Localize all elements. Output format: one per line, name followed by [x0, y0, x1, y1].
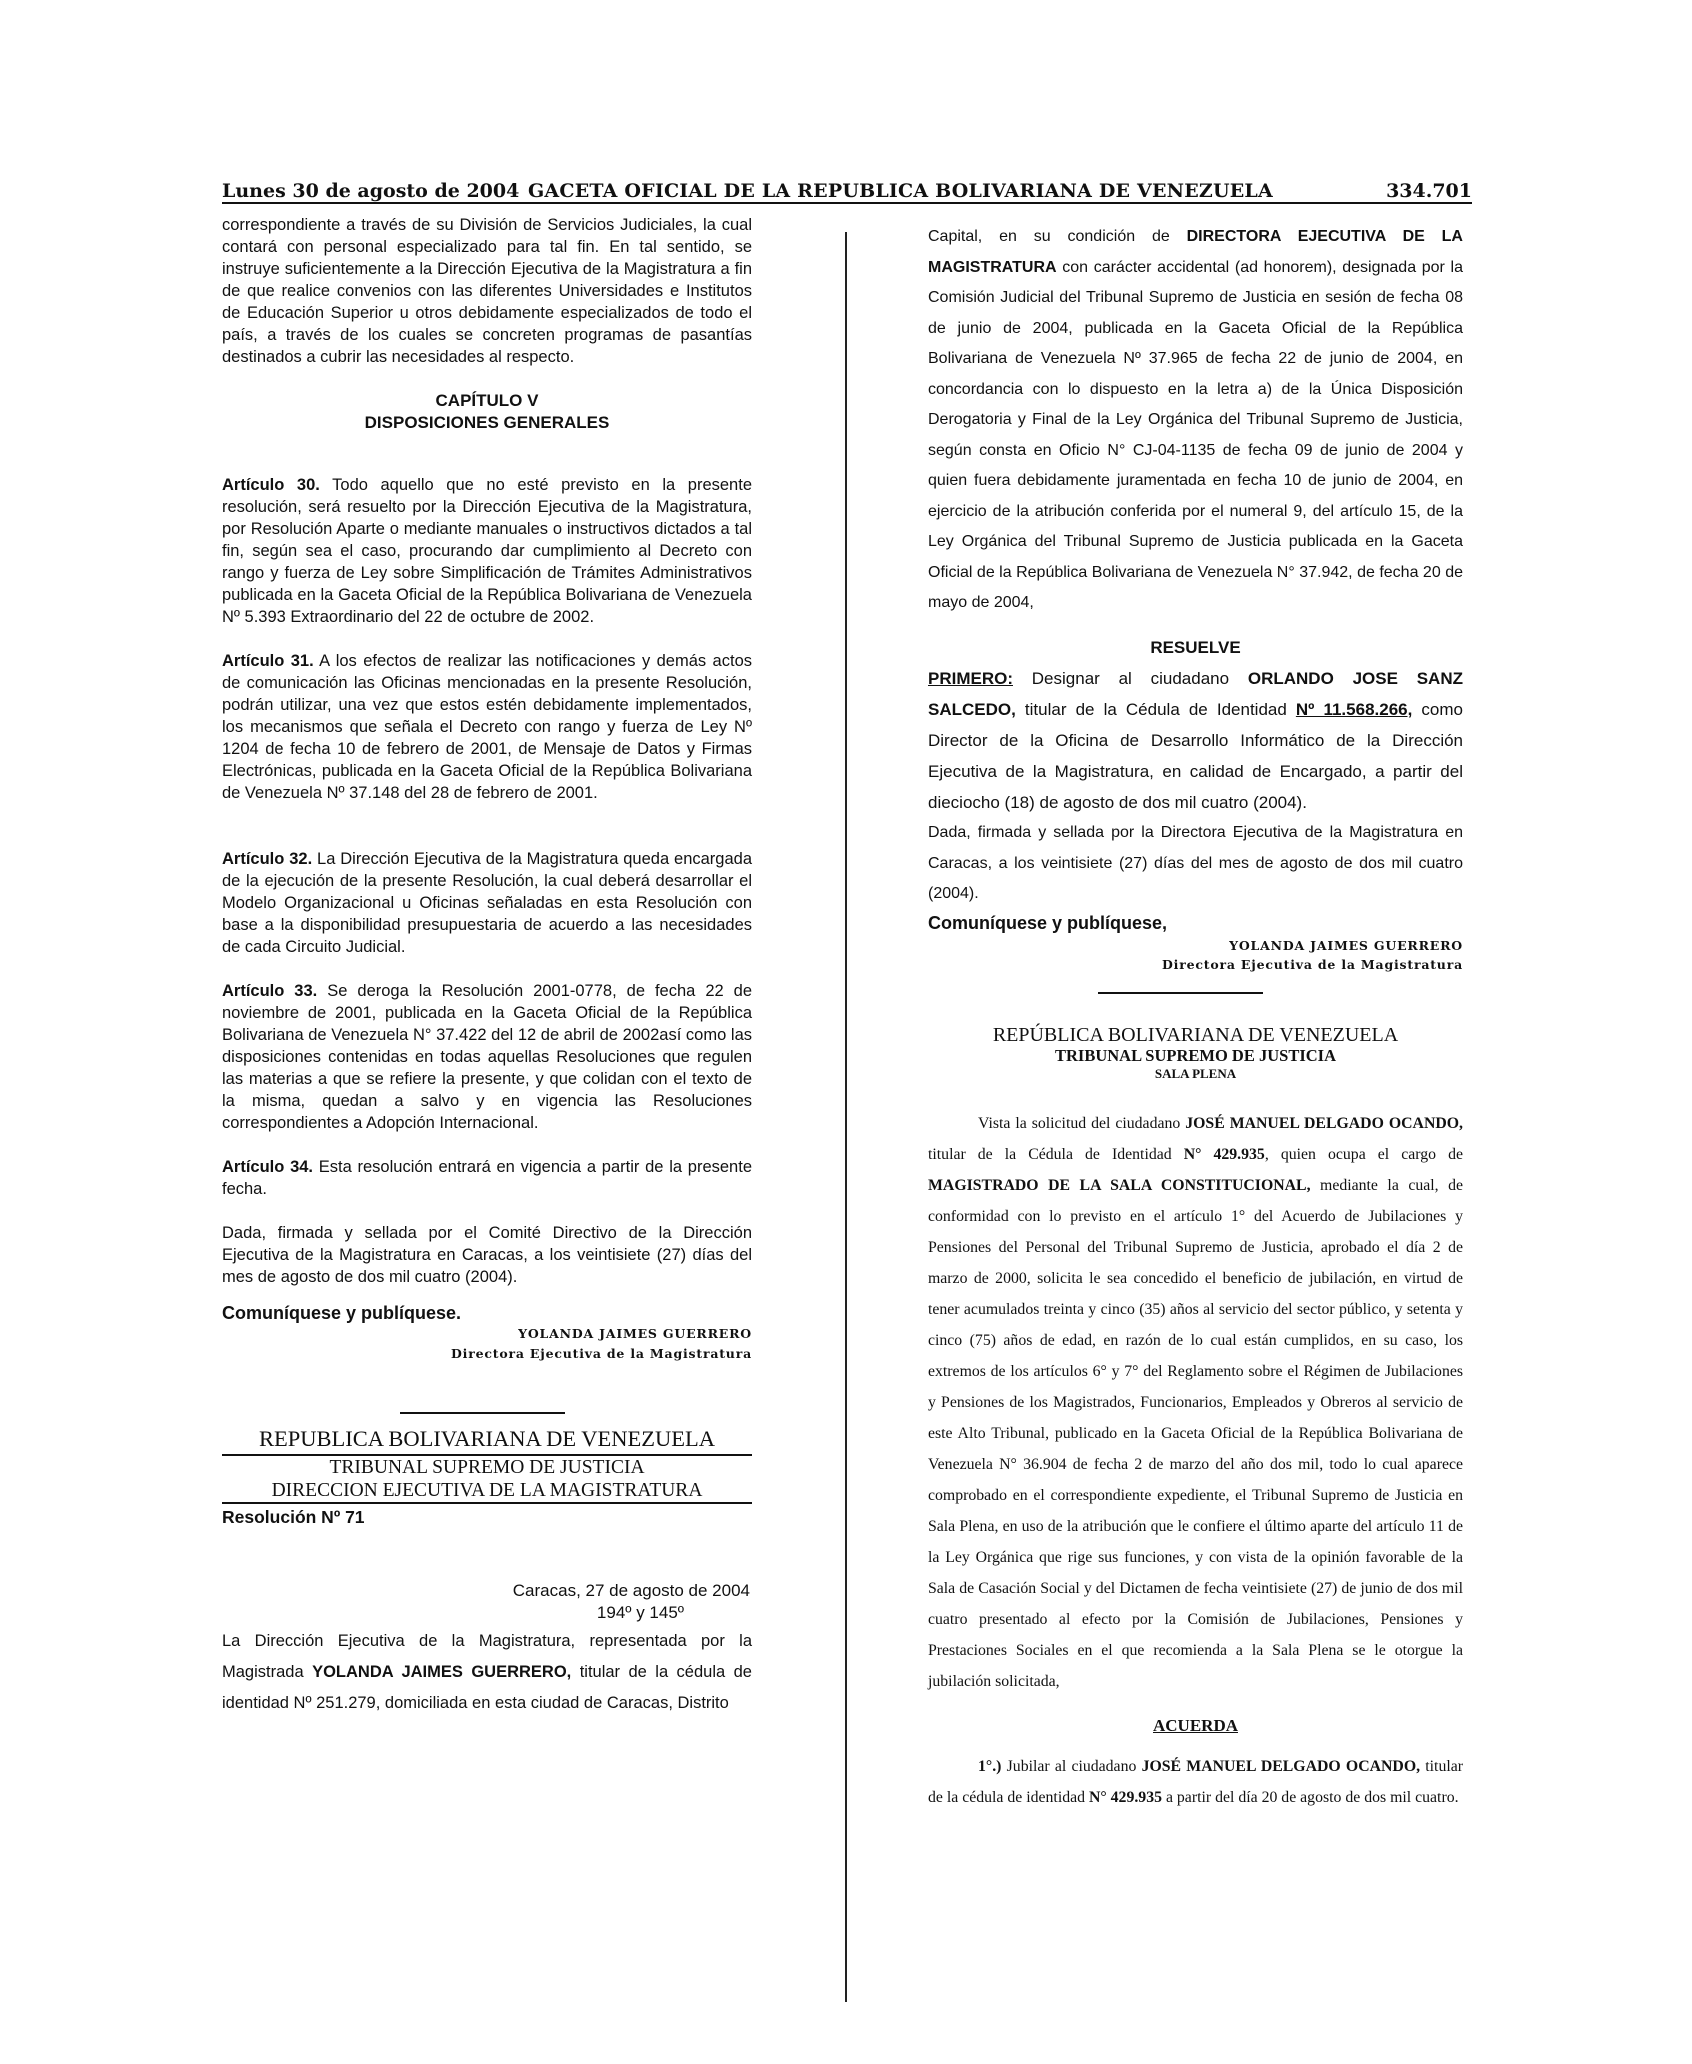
left-column: [222, 214, 752, 1741]
resolution-header-tribunal: TRIBUNAL SUPREMO DE JUSTICIA: [329, 1457, 645, 1478]
vista-text-c: , quien ocupa el cargo de: [1264, 1145, 1463, 1163]
resuelve-heading: RESUELVE: [1150, 637, 1241, 657]
vista-paragraph: [928, 1108, 1463, 1697]
article-33-label: Artículo 33.: [222, 982, 318, 1000]
resolution-header: [222, 1428, 752, 1504]
signer-name-right: YOLANDA JAIMES GUERRERO: [1229, 937, 1463, 953]
article-30-label: Artículo 30.: [222, 476, 320, 494]
chapter-heading: [222, 390, 752, 434]
signer-name: YOLANDA JAIMES GUERRERO: [518, 1326, 752, 1341]
article-32-text: La Dirección Ejecutiva de la Magistratura queda encargada de la ejecución de la presente Resolución, la cual deberá desarrollar el Modelo Organizacional u Oficinas señaladas en esta Resolución con base a la disponibilidad presupuestaria de acuerdo a las necesidades de cada Circuito Judicial.: [222, 850, 752, 956]
article-34-label: Artículo 34.: [222, 1158, 314, 1176]
resolution-header-direction: DIRECCION EJECUTIVA DE LA MAGISTRATURA: [222, 1479, 752, 1504]
header-date: Lunes 30 de agosto de 2004: [222, 180, 520, 202]
resolution-number: Resolución Nº 71: [222, 1507, 365, 1527]
signature-block-right: [928, 936, 1463, 974]
primero-text-c: como Director de la Oficina de Desarrollo Informático de la Dirección Ejecutiva de la Magistratura, en calidad de Encargado, a partir del dieciocho (18) de agosto de dos mil cuatro (2004).: [928, 700, 1464, 812]
vista-text-b: titular de la Cédula de Identidad: [928, 1145, 1184, 1163]
column-divider: [845, 232, 847, 2002]
item-1-id: N° 429.935: [1088, 1789, 1162, 1806]
item-1-label: 1°.): [978, 1758, 1002, 1775]
signer-title-right: Directora Ejecutiva de la Magistratura: [1162, 956, 1463, 972]
item-1-text-b: titular de la cédula de identidad: [928, 1758, 1464, 1806]
article-34-text: Esta resolución entrará en vigencia a partir de la presente fecha.: [222, 1158, 752, 1198]
intro-name: YOLANDA JAIMES GUERRERO,: [312, 1663, 572, 1681]
vista-text-a: Vista la solicitud del ciudadano: [978, 1114, 1186, 1132]
vista-name: JOSÉ MANUEL DELGADO OCANDO,: [1185, 1114, 1463, 1132]
article-30-text: Todo aquello que no esté previsto en la presente resolución, será resuelto por la Dirección Ejecutiva de la Magistratura, por Resolución Aparte o mediante manuales o instructivos dictados a tal fin, según sea el caso, procurando dar cumplimiento al Decreto con rango y fuerza de Ley sobre Simplificación de Trámites Administrativos publicada en la Gaceta Oficial de la República Bolivariana de Venezuela Nº 5.393 Extraordinario del 22 de octubre de 2002.: [222, 476, 752, 626]
cont-role: DIRECTORA EJECUTIVA DE LA MAGISTRATURA: [928, 228, 1463, 276]
header-rule: [222, 202, 1472, 204]
header-page-number: 334.701: [1386, 180, 1472, 202]
item-1-text-c: a partir del día 20 de agosto de dos mil cuatro.: [1162, 1789, 1459, 1806]
article-32-label: Artículo 32.: [222, 850, 313, 868]
intro-paragraph: [222, 1626, 752, 1719]
header-publication: GACETA OFICIAL DE LA REPUBLICA BOLIVARIANA DE VENEZUELA: [528, 180, 1273, 202]
vista-role: MAGISTRADO DE LA SALA CONSTITUCIONAL,: [928, 1176, 1311, 1194]
primero-paragraph: [928, 663, 1463, 818]
signer-title: Directora Ejecutiva de la Magistratura: [451, 1346, 752, 1361]
cont-text-b: con carácter accidental (ad honorem), designada por la Comisión Judicial del Tribunal Supremo de Justicia en sesión de fecha 08 de junio de 2004, publicada en la Gaceta Oficial de la República Bolivariana de Venezuela Nº 37.965 de fecha 22 de junio de 2004, en concordancia con lo dispuesto en la letra a) de la Única Disposición Derogatoria y Final de la Ley Orgánica del Tribunal Supremo de Justicia, según consta en Oficio N° CJ-04-1135 de fecha 09 de junio de 2004 y quien fuera debidamente juramentada en fecha 10 de junio de 2004, en ejercicio de la atribución conferida por el numeral 9, del artículo 15, de la Ley Orgánica del Tribunal Supremo de Justicia publicada en la Gaceta Oficial de la República Bolivariana de Venezuela N° 37.942, de fecha 20 de mayo de 2004,: [928, 258, 1463, 611]
article-31: [222, 650, 752, 804]
separator-rule-right: [1098, 992, 1263, 994]
item-1-text-a: Jubilar al ciudadano: [1001, 1758, 1142, 1775]
primero-text-b: titular de la Cédula de Identidad: [1015, 700, 1296, 719]
primero-name: ORLANDO JOSE SANZ SALCEDO,: [928, 669, 1463, 719]
article-31-text: A los efectos de realizar las notificaciones y demás actos de comunicación las Oficinas mencionadas en la presente Resolución, podrán utilizar, una vez que estos estén debidamente implementados, los mecanismos que señala el Decreto con rango y fuerza de Ley Nº 1204 de fecha 10 de febrero de 2001, de Mensaje de Datos y Firmas Electrónicas, publicada en la Gaceta Oficial de la República Bolivariana de Venezuela Nº 37.148 del 28 de febrero de 2001.: [222, 652, 752, 802]
comuniquese-text-right: Comuníquese y publíquese,: [928, 912, 1168, 933]
cont-text-a: Capital, en su condición de: [928, 228, 1187, 245]
continuation-paragraph: correspondiente a través de su División de Servicios Judiciales, la cual contará con personal especializado para tal fin. En tal sentido, se instruye suficientemente a la Dirección Ejecutiva de la Magistratura a fin de que realice convenios con las diferentes Universidades e Institutos de Educación Superior u otros debidamente especializados de todo el país, a través de los cuales se concreten programas de pasantías destinados a cubrir las necesidades al respecto.: [222, 216, 752, 366]
article-30: [222, 474, 752, 628]
primero-id: Nº 11.568.266,: [1295, 700, 1413, 719]
primero-label: PRIMERO:: [928, 669, 1013, 688]
years: 194º y 145º: [596, 1603, 684, 1622]
item-1-name: JOSÉ MANUEL DELGADO OCANDO,: [1141, 1758, 1421, 1775]
comuniquese-text: Comuníquese y publíquese.: [222, 1303, 462, 1323]
dada-paragraph: Dada, firmada y sellada por el Comité Directivo de la Dirección Ejecutiva de la Magistratura en Caracas, a los veintisiete (27) días del mes de agosto de dos mil cuatro (2004).: [222, 1224, 752, 1286]
separator-rule: [400, 1412, 565, 1414]
article-34: [222, 1156, 752, 1200]
vista-id: N° 429.935: [1183, 1145, 1265, 1163]
dada-paragraph-right: Dada, firmada y sellada por la Directora Ejecutiva de la Magistratura en Caracas, a los veintisiete (27) días del mes de agosto de dos mil cuatro (2004).: [928, 824, 1463, 902]
continuation-paragraph-right: [928, 222, 1463, 619]
right-column: [928, 222, 1463, 1813]
primero-text-a: Designar al ciudadano: [1013, 669, 1248, 688]
vista-text-d: mediante la cual, de conformidad con lo previsto en el artículo 1° del Acuerdo de Jubilaciones y Pensiones del Personal del Tribunal Supremo de Justicia, aprobado el día 2 de marzo de 2000, solicita le sea concedido el beneficio de jubilación, en virtud de tener acumulados treinta y cinco (35) años al servicio del sector público, y setenta y cinco (75) años de edad, en razón de lo cual están cumplidos, en su caso, los extremos de los artículos 6° y 7° del Reglamento sobre el Régimen de Jubilaciones y Pensiones de los Magistrados, Funcionarios, Empleados y Obreros al servicio de este Alto Tribunal, publicado en la Gaceta Oficial de la República Bolivariana de Venezuela N° 36.904 de fecha 2 de marzo del año dos mil, todo lo cual aparece comprobado en el correspondiente expediente, el Tribunal Supremo de Justicia en Sala Plena, en uso de la atribución que le confiere el último aparte del artículo 11 de la Ley Orgánica que rige sus funciones, y con vista de la opinión favorable de la Sala de Casación Social y del Dictamen de fecha veintisiete (27) de junio de dos mil cuatro presentado al efecto por la Comisión de Jubilaciones, Pensiones y Prestaciones Sociales en el que recomienda a la Sala Plena se le otorgue la jubilación solicitada,: [928, 1176, 1463, 1690]
vista-text: [928, 1108, 1463, 1697]
sala-plena-tribunal: TRIBUNAL SUPREMO DE JUSTICIA: [1054, 1045, 1336, 1065]
article-33: [222, 980, 752, 1134]
intro-text-b: titular de la cédula de identidad Nº 251.279, domiciliada en esta ciudad de Caracas, Distrito: [222, 1663, 752, 1712]
article-33-text: Se deroga la Resolución 2001-0778, de fecha 22 de noviembre de 2001, publicada en la Gaceta Oficial de la República Bolivariana de Venezuela N° 37.422 del 12 de abril de 2002así como las disposiciones contenidas en todas aquellas Resoluciones que regulen las materias a que se refiere la presente, y que colidan con el texto de la misma, quedan a salvo y en vigencia las Resoluciones correspondientes a Adopción Internacional.: [222, 982, 752, 1132]
intro-text-a: La Dirección Ejecutiva de la Magistratura, representada por la Magistrada: [222, 1632, 752, 1681]
chapter-number: CAPÍTULO V: [435, 391, 539, 410]
sala-plena-label: SALA PLENA: [1154, 1065, 1237, 1081]
acuerda-item-1: [928, 1751, 1463, 1813]
article-32: [222, 848, 752, 958]
sala-plena-republic: REPÚBLICA BOLIVARIANA DE VENEZUELA: [992, 1023, 1399, 1046]
resolution-header-republic: REPUBLICA BOLIVARIANA DE VENEZUELA: [222, 1428, 752, 1456]
place-date: Caracas, 27 de agosto de 2004: [512, 1581, 750, 1600]
signature-block: [222, 1324, 752, 1364]
acuerda-heading: ACUERDA: [1153, 1715, 1238, 1735]
item-1-text: [928, 1751, 1463, 1813]
chapter-title: DISPOSICIONES GENERALES: [364, 413, 610, 432]
article-31-label: Artículo 31.: [222, 652, 314, 670]
